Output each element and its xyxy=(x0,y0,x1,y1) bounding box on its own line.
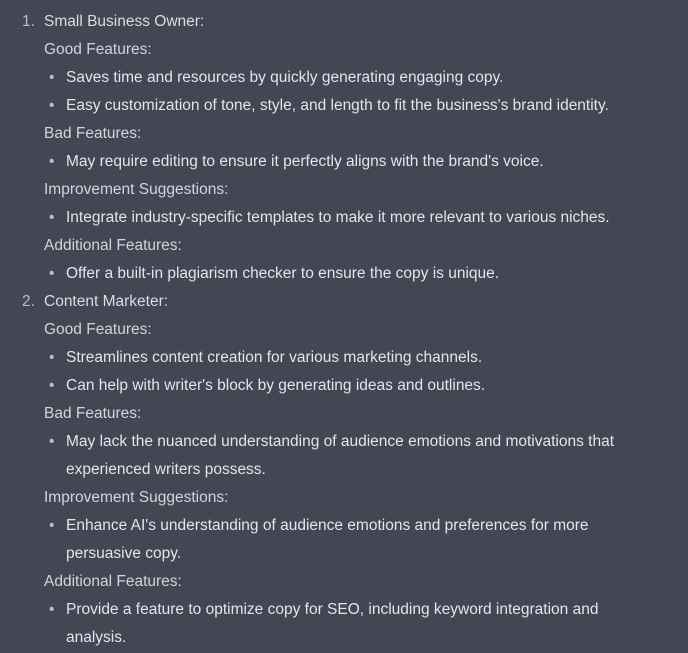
list-item xyxy=(44,148,688,176)
bullet-icon: • xyxy=(49,69,55,86)
bullet-icon: • xyxy=(49,433,55,450)
list-item xyxy=(44,344,688,372)
section-label: Bad Features: xyxy=(44,405,142,422)
list-item-text: Offer a built-in plagiarism checker to ensure the copy is unique. xyxy=(66,265,500,282)
list-item xyxy=(44,204,688,232)
bullet-list xyxy=(44,596,688,652)
bullet-list xyxy=(44,204,688,232)
list-item xyxy=(44,92,688,120)
section-label: Improvement Suggestions: xyxy=(44,489,229,506)
list-item xyxy=(44,428,688,484)
list-item-text: May require editing to ensure it perfectly aligns with the brand's voice. xyxy=(66,153,544,170)
list-item xyxy=(44,260,688,288)
bullet-icon: • xyxy=(49,377,55,394)
list-number: 1. xyxy=(22,13,35,30)
section-label: Good Features: xyxy=(44,41,152,58)
section-label: Bad Features: xyxy=(44,125,142,142)
bullet-icon: • xyxy=(49,265,55,282)
list-item xyxy=(44,596,688,652)
list-item xyxy=(44,512,688,568)
bullet-icon: • xyxy=(49,601,55,618)
bullet-list xyxy=(44,64,688,120)
persona-item xyxy=(0,8,688,288)
list-item-text: Streamlines content creation for various marketing channels. xyxy=(66,349,483,366)
bullet-icon: • xyxy=(49,209,55,226)
bullet-list xyxy=(44,428,688,484)
list-item-text: Enhance AI's understanding of audience emotions and preferences for more persuasive copy. xyxy=(66,517,589,562)
list-item-text: Integrate industry-specific templates to make it more relevant to various niches. xyxy=(66,209,610,226)
bullet-icon: • xyxy=(49,97,55,114)
bullet-list xyxy=(44,148,688,176)
persona-list xyxy=(0,8,688,652)
bullet-list xyxy=(44,344,688,400)
persona-item xyxy=(0,288,688,652)
list-item xyxy=(44,372,688,400)
list-item-text: Easy customization of tone, style, and length to fit the business's brand identity. xyxy=(66,97,609,114)
section-label: Additional Features: xyxy=(44,573,182,590)
list-item-text: Can help with writer's block by generating ideas and outlines. xyxy=(66,377,486,394)
list-item-text: May lack the nuanced understanding of audience emotions and motivations that experienced writers possess. xyxy=(66,433,615,478)
bullet-icon: • xyxy=(49,153,55,170)
list-item-text: Saves time and resources by quickly generating engaging copy. xyxy=(66,69,504,86)
bullet-list xyxy=(44,512,688,568)
list-item xyxy=(44,64,688,92)
list-item-text: Provide a feature to optimize copy for SEO, including keyword integration and analysis. xyxy=(66,601,599,646)
bullet-icon: • xyxy=(49,349,55,366)
section-label: Good Features: xyxy=(44,321,152,338)
persona-title: Content Marketer: xyxy=(44,293,169,310)
persona-title: Small Business Owner: xyxy=(44,13,205,30)
section-label: Improvement Suggestions: xyxy=(44,181,229,198)
bullet-icon: • xyxy=(49,517,55,534)
bullet-list xyxy=(44,260,688,288)
section-label: Additional Features: xyxy=(44,237,182,254)
list-number: 2. xyxy=(22,293,35,310)
